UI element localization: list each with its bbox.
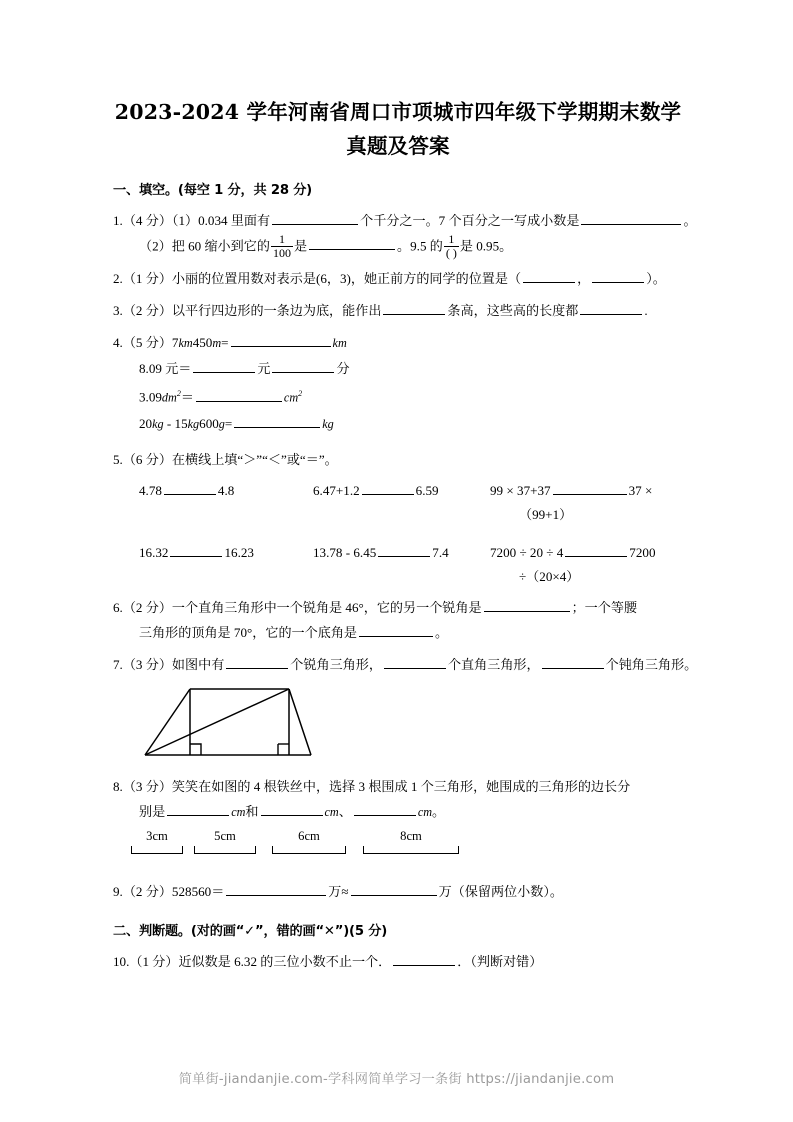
q4-l3-eq: ＝ bbox=[180, 389, 194, 405]
section-heading-fill-in-blanks: 一、填空。(每空 1 分，共 28 分) bbox=[113, 183, 313, 198]
question-9-text-a: 528560＝ bbox=[171, 883, 225, 899]
question-3-text-c: . bbox=[644, 303, 648, 319]
answer-blank[interactable] bbox=[484, 598, 570, 611]
q4-l3-unit-dm: dm bbox=[161, 390, 177, 405]
answer-blank[interactable] bbox=[196, 388, 282, 401]
fraction-numerator: 1 bbox=[278, 232, 285, 246]
question-9 bbox=[113, 879, 683, 904]
answer-blank[interactable] bbox=[580, 302, 642, 315]
comparison-left: 99 × 37+37 bbox=[490, 482, 551, 498]
wire-item bbox=[363, 829, 459, 854]
comparison-continuation: （99+1） bbox=[519, 506, 573, 522]
comparison-right: 16.23 bbox=[224, 544, 254, 560]
answer-blank[interactable] bbox=[309, 237, 395, 250]
question-7-text-b: 个直角三角形， bbox=[447, 656, 540, 672]
wire-bar bbox=[194, 846, 256, 854]
question-8-unit-2: cm bbox=[324, 804, 339, 819]
question-7-text-a: 个锐角三角形， bbox=[290, 656, 382, 672]
question-8-label: 8.（3 分） bbox=[113, 778, 172, 794]
answer-blank[interactable] bbox=[167, 802, 229, 815]
wire-item bbox=[131, 829, 183, 854]
q4-l4-lhs: 20 bbox=[139, 415, 153, 431]
wire-label: 3cm bbox=[146, 828, 168, 843]
q4-l3-lhs: 3.09 bbox=[139, 389, 162, 405]
question-4 bbox=[113, 330, 683, 436]
answer-blank[interactable] bbox=[592, 270, 644, 283]
wire-item bbox=[194, 829, 256, 854]
comparison-item bbox=[313, 540, 449, 565]
question-4-label: 4.（5 分） bbox=[113, 335, 172, 351]
answer-blank[interactable] bbox=[193, 360, 255, 373]
question-9-text-b: 万≈ bbox=[328, 883, 349, 899]
question-3-line-1 bbox=[113, 298, 683, 323]
q4-l1-mid: 450 bbox=[192, 335, 213, 351]
comparison-blank[interactable] bbox=[553, 481, 627, 494]
document-content bbox=[113, 95, 698, 981]
q4-l2-tail-unit: 分 bbox=[336, 361, 350, 377]
question-8-text-d: 、 bbox=[338, 803, 352, 819]
question-6-text-b: ；一个等腰 bbox=[571, 599, 638, 615]
answer-blank[interactable] bbox=[272, 212, 358, 225]
comparison-left: 6.47+1.2 bbox=[313, 482, 360, 498]
answer-blank[interactable] bbox=[581, 212, 681, 225]
question-4-line-3 bbox=[113, 381, 683, 410]
question-1-text-c: 。 bbox=[683, 213, 697, 228]
question-10-text-b: ．（判断对错） bbox=[457, 953, 543, 969]
question-8-text-e: 。 bbox=[432, 803, 446, 819]
question-5-label: 5.（6 分）在横线上填“＞”“＜”或“＝”。 bbox=[113, 451, 338, 467]
question-4-line-2 bbox=[113, 356, 683, 381]
answer-blank[interactable] bbox=[351, 882, 437, 895]
question-6-text-a: 一个直角三角形中一个锐角是 46°，它的另一个锐角是 bbox=[171, 599, 482, 615]
comparison-blank[interactable] bbox=[378, 543, 430, 556]
footer-watermark: 简单街-jiandanjie.com-学科网简单学习一条街 https://jiandanjie.com bbox=[178, 1072, 615, 1087]
comparison-item bbox=[490, 540, 655, 565]
comparison-blank[interactable] bbox=[565, 543, 627, 556]
question-8 bbox=[113, 774, 683, 863]
question-9-text-c: 万（保留两位小数）。 bbox=[438, 883, 563, 899]
question-2-text-c: ）。 bbox=[646, 271, 666, 287]
fraction-one-over-blank bbox=[444, 233, 459, 259]
title-line-1: 2023-2024 学年河南省周口市项城市四年级下学期期末数学 bbox=[114, 100, 682, 124]
comparison-blank[interactable] bbox=[362, 481, 414, 494]
q4-l4-unit-kg: kg bbox=[152, 416, 164, 431]
question-6-line-1 bbox=[113, 595, 683, 620]
question-9-line-1 bbox=[113, 879, 683, 904]
question-2 bbox=[113, 266, 683, 291]
question-1-text-a: 0.034 里面有 bbox=[198, 213, 271, 228]
q4-l4-unit-kg-2: kg bbox=[187, 416, 200, 431]
question-1-label: 1.（4 分）（1） bbox=[113, 213, 199, 228]
answer-blank[interactable] bbox=[384, 655, 446, 668]
question-6 bbox=[113, 595, 683, 645]
answer-blank[interactable] bbox=[272, 360, 334, 373]
q4-l4-eq: = bbox=[224, 415, 233, 431]
comparison-right: 6.59 bbox=[415, 482, 439, 498]
question-7-line-1 bbox=[113, 652, 698, 677]
question-4-line-4 bbox=[113, 411, 683, 437]
question-5-row-2 bbox=[113, 540, 683, 588]
question-3 bbox=[113, 298, 683, 323]
question-3-label: 3.（2 分） bbox=[113, 303, 172, 319]
wire-bar bbox=[131, 846, 183, 854]
question-3-text-a: 以平行四边形的一条边为底，能作出 bbox=[171, 303, 382, 319]
comparison-blank[interactable] bbox=[164, 481, 216, 494]
question-2-line-1 bbox=[113, 266, 683, 291]
answer-blank[interactable] bbox=[226, 655, 288, 668]
comparison-left: 4.78 bbox=[139, 482, 162, 498]
question-7-figure bbox=[113, 681, 683, 767]
question-7 bbox=[113, 652, 698, 767]
q4-l3-superscript: 2 bbox=[176, 389, 181, 399]
question-1-text-f: 是 0.95。 bbox=[459, 238, 513, 254]
question-10-line-1 bbox=[113, 949, 683, 974]
question-9-label: 9.（2 分） bbox=[113, 883, 172, 899]
comparison-item bbox=[139, 540, 254, 565]
question-8-unit-1: cm bbox=[231, 804, 246, 819]
answer-blank[interactable] bbox=[261, 802, 323, 815]
title-line-2: 真题及答案 bbox=[346, 134, 450, 158]
fraction-numerator: 1 bbox=[448, 232, 455, 246]
question-1-line-2 bbox=[113, 233, 683, 259]
question-1-text-d: 是 bbox=[293, 238, 308, 254]
comparison-left: 13.78 - 6.45 bbox=[313, 544, 377, 560]
q4-l4-minus: - 15 bbox=[163, 415, 188, 431]
wire-label: 5cm bbox=[214, 828, 236, 843]
fraction-one-hundredth bbox=[271, 233, 293, 259]
q4-l3-answer-superscript: 2 bbox=[298, 389, 303, 399]
wire-label: 8cm bbox=[400, 828, 422, 843]
comparison-left: 16.32 bbox=[139, 544, 169, 560]
section-heading-true-false: 二、判断题。(对的画“✓”，错的画“✕”)(5 分) bbox=[113, 923, 388, 939]
question-2-label: 2.（1 分） bbox=[113, 271, 172, 287]
question-2-text-a: 小丽的位置用数对表示是(6，3)，她正前方的同学的位置是（ bbox=[171, 271, 522, 287]
question-8-text-c: 和 bbox=[245, 803, 259, 819]
q4-l4-unit-g: g bbox=[218, 416, 225, 431]
q4-l1-unit-km: km bbox=[178, 336, 193, 351]
question-10-text-a: 近似数是 6.32 的三位小数不止一个． bbox=[178, 953, 392, 969]
answer-blank[interactable] bbox=[393, 952, 455, 965]
q4-l1-answer-unit: km bbox=[332, 336, 347, 351]
q4-l3-answer-unit: cm bbox=[283, 390, 299, 405]
comparison-item bbox=[313, 478, 439, 503]
fraction-denominator: 100 bbox=[272, 245, 291, 260]
q4-l4-mid: 600 bbox=[199, 415, 219, 431]
question-4-line-1 bbox=[113, 330, 683, 356]
question-5 bbox=[113, 447, 683, 588]
q4-l2-answer-unit: 元 bbox=[257, 361, 271, 377]
question-7-text-c: 个钝角三角形。 bbox=[605, 656, 698, 672]
question-1-text-e: 。9.5 的 bbox=[397, 238, 443, 254]
answer-blank[interactable] bbox=[359, 623, 433, 636]
question-8-line-1 bbox=[113, 774, 683, 799]
comparison-right: 7.4 bbox=[432, 544, 449, 560]
comparison-item bbox=[139, 478, 234, 503]
question-6-text-c: 三角形的顶角是 70°，它的一个底角是 bbox=[139, 624, 358, 640]
question-8-wire-diagram bbox=[131, 829, 683, 863]
wire-bar bbox=[272, 846, 346, 854]
wire-item bbox=[272, 829, 346, 854]
comparison-left: 7200 ÷ 20 ÷ 4 bbox=[490, 544, 564, 560]
answer-blank[interactable] bbox=[523, 270, 575, 283]
question-6-label: 6.（2 分） bbox=[113, 599, 172, 615]
comparison-right: 37 × bbox=[628, 482, 653, 498]
comparison-blank[interactable] bbox=[170, 543, 222, 556]
page-title bbox=[113, 95, 683, 163]
question-10-label: 10.（1 分） bbox=[113, 953, 179, 969]
question-1 bbox=[113, 208, 697, 260]
question-1-sub-label: （2）把 60 缩小到它的 bbox=[139, 238, 270, 254]
q4-l1-lhs: 7 bbox=[171, 335, 179, 351]
q4-l1-eq: = bbox=[221, 335, 229, 351]
question-8-line-2 bbox=[113, 799, 683, 825]
q4-l2-lhs: 8.09 元＝ bbox=[139, 361, 192, 377]
comparison-right: 7200 bbox=[629, 544, 656, 560]
answer-blank[interactable] bbox=[231, 334, 331, 347]
q4-l4-answer-unit: kg bbox=[322, 416, 334, 431]
question-8-text-b: 别是 bbox=[139, 803, 166, 819]
question-10 bbox=[113, 949, 683, 974]
question-3-text-b: 条高，这些高的长度都 bbox=[447, 303, 579, 319]
question-6-text-d: 。 bbox=[435, 624, 449, 640]
answer-blank[interactable] bbox=[226, 882, 326, 895]
answer-blank[interactable] bbox=[234, 414, 320, 427]
answer-blank[interactable] bbox=[542, 655, 604, 668]
question-8-unit-3: cm bbox=[417, 804, 433, 819]
comparison-right: 4.8 bbox=[217, 482, 235, 498]
question-2-text-b: ， bbox=[577, 271, 591, 287]
question-5-row-1 bbox=[113, 478, 683, 526]
question-6-line-2 bbox=[113, 620, 683, 645]
wire-label: 6cm bbox=[298, 828, 320, 843]
comparison-continuation: ÷（20×4） bbox=[519, 568, 580, 584]
answer-blank[interactable] bbox=[383, 302, 445, 315]
comparison-item bbox=[490, 478, 652, 503]
answer-blank[interactable] bbox=[354, 802, 416, 815]
fraction-denominator[interactable]: ( ) bbox=[445, 245, 457, 260]
question-1-text-b: 个千分之一。7 个百分之一写成小数是 bbox=[360, 213, 580, 228]
question-1-line-1 bbox=[113, 208, 697, 233]
q4-l1-unit-m: m bbox=[212, 336, 222, 351]
wire-bar bbox=[363, 846, 459, 854]
question-8-text-a: 笑笑在如图的 4 根铁丝中，选择 3 根围成 1 个三角形，她围成的三角形的边长分 bbox=[171, 778, 631, 794]
question-7-label: 7.（3 分）如图中有 bbox=[113, 656, 225, 672]
trapezoid-figure-svg bbox=[143, 681, 353, 763]
